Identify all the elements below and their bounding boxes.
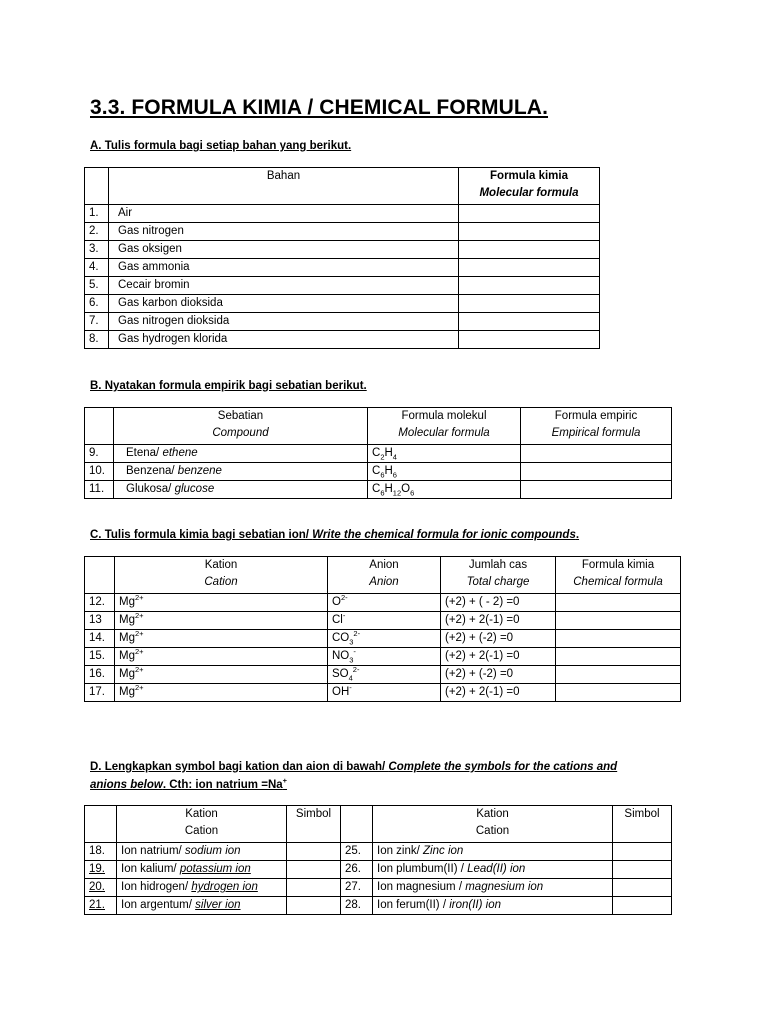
- header-empiric-ms: Formula empiric: [554, 410, 638, 422]
- formula-element: H: [384, 465, 393, 477]
- cation-cell: [115, 630, 328, 648]
- row-number-left: 19.: [85, 861, 117, 879]
- row-number: 2.: [85, 223, 109, 241]
- section-d-example-sup: +: [282, 776, 288, 786]
- row-number: 8.: [85, 331, 109, 349]
- symbol-answer-cell-right[interactable]: [613, 843, 672, 861]
- symbol-answer-cell-right[interactable]: [613, 879, 672, 897]
- row-number-left: 18.: [85, 843, 117, 861]
- cation-name-en: silver ion: [195, 899, 241, 911]
- header-simbol-left: Simbol: [287, 806, 341, 843]
- formula-element: C: [372, 447, 381, 459]
- header-no: [85, 557, 115, 594]
- table-b-header: [85, 408, 672, 445]
- cation-name-ms: Ion zink/: [377, 845, 424, 857]
- header-sebatian-ms: Sebatian: [217, 410, 264, 422]
- page-title: 3.3. FORMULA KIMIA / CHEMICAL FORMULA.: [90, 96, 549, 119]
- total-charge: (+2) + 2(-1) =0: [441, 612, 556, 630]
- cation-name-en: hydrogen ion: [191, 881, 258, 893]
- total-charge: (+2) + ( - 2) =0: [441, 594, 556, 612]
- formula-element: H: [384, 447, 393, 459]
- header-sebatian: [114, 408, 368, 445]
- anion-subscript: 3: [349, 655, 354, 665]
- cation-name-left: [117, 897, 287, 915]
- table-row: [85, 241, 600, 259]
- table-row: [85, 897, 672, 915]
- header-no: [85, 408, 114, 445]
- table-row: [85, 481, 672, 499]
- compound-name-en: benzene: [177, 465, 222, 477]
- formula-answer-cell[interactable]: [556, 648, 681, 666]
- section-b-heading: B. Nyatakan formula empirik bagi sebatian berikut.: [90, 380, 367, 392]
- row-number-left: 20.: [85, 879, 117, 897]
- cation-name-ms: Ion ferum(II) /: [377, 899, 450, 911]
- cation-symbol: Mg: [119, 632, 135, 644]
- header-kation-ms: Kation: [204, 559, 238, 571]
- row-number: 14.: [85, 630, 115, 648]
- compound-name-en: glucose: [174, 483, 215, 495]
- formula-answer-cell[interactable]: [459, 241, 600, 259]
- table-row: [85, 277, 600, 295]
- section-c-heading-en: Write the chemical formula for ionic compounds: [312, 529, 576, 541]
- row-number: 7.: [85, 313, 109, 331]
- row-number-right: 26.: [341, 861, 373, 879]
- compound-name: [114, 445, 368, 463]
- table-d: [84, 805, 672, 915]
- header-jumlah-en: Total charge: [466, 576, 530, 588]
- row-number: 12.: [85, 594, 115, 612]
- header-molekul: [368, 408, 521, 445]
- cation-symbol: Mg: [119, 614, 135, 626]
- section-c-heading-end: .: [575, 529, 580, 541]
- table-row: [85, 205, 600, 223]
- cation-name-right: [373, 861, 613, 879]
- table-c-header: [85, 557, 681, 594]
- formula-subscript: 6: [380, 470, 385, 480]
- row-number: 4.: [85, 259, 109, 277]
- table-row: [85, 666, 681, 684]
- formula-subscript: 6: [410, 488, 415, 498]
- cation-name-left: [117, 843, 287, 861]
- substance-name: Gas nitrogen: [109, 223, 459, 241]
- anion-cell: [328, 666, 441, 684]
- row-number-left: 21.: [85, 897, 117, 915]
- formula-element: H: [384, 483, 393, 495]
- section-d-heading: [90, 758, 617, 777]
- header-kation-en: Cation: [204, 576, 238, 588]
- header-formula-ms: Formula kimia: [490, 170, 568, 182]
- cation-name-en: Zinc ion: [423, 845, 464, 857]
- table-c: [84, 556, 681, 702]
- formula-subscript: 2: [380, 452, 385, 462]
- formula-answer-cell[interactable]: [556, 612, 681, 630]
- row-number-right: 28.: [341, 897, 373, 915]
- symbol-answer-cell-right[interactable]: [613, 897, 672, 915]
- formula-answer-cell[interactable]: [459, 331, 600, 349]
- header-kation-right-en: Cation: [475, 825, 510, 837]
- empirical-answer-cell[interactable]: [521, 463, 672, 481]
- cation-name-en: magnesium ion: [465, 881, 544, 893]
- cation-name-right: [373, 897, 613, 915]
- anion-charge: 2-: [353, 629, 361, 639]
- anion-subscript: 4: [348, 673, 353, 683]
- header-no-left: [85, 806, 117, 843]
- header-simbol-right: Simbol: [613, 806, 672, 843]
- empirical-answer-cell[interactable]: [521, 481, 672, 499]
- table-a-header: [85, 168, 600, 205]
- compound-name-ms: Glukosa/: [126, 483, 175, 495]
- cation-charge: 2+: [134, 683, 144, 693]
- total-charge: (+2) + 2(-1) =0: [441, 684, 556, 702]
- empirical-answer-cell[interactable]: [521, 445, 672, 463]
- cation-name-en: Lead(II) ion: [467, 863, 526, 875]
- formula-subscript: 4: [392, 452, 397, 462]
- header-empiric-en: Empirical formula: [551, 427, 641, 439]
- cation-cell: [115, 648, 328, 666]
- cation-cell: [115, 594, 328, 612]
- table-row: [85, 684, 681, 702]
- cation-symbol: Mg: [119, 650, 135, 662]
- formula-subscript: 12: [392, 488, 402, 498]
- header-anion: [328, 557, 441, 594]
- table-row: [85, 843, 672, 861]
- cation-name-en: sodium ion: [184, 845, 241, 857]
- anion-symbol: O: [332, 596, 341, 608]
- row-number-right: 25.: [341, 843, 373, 861]
- header-empiric: [521, 408, 672, 445]
- cation-name-right: [373, 843, 613, 861]
- cation-cell: [115, 684, 328, 702]
- cation-charge: 2+: [134, 629, 144, 639]
- section-a-heading: A. Tulis formula bagi setiap bahan yang berikut.: [90, 140, 352, 152]
- cation-symbol: Mg: [119, 668, 135, 680]
- header-formula-en: Molecular formula: [479, 187, 579, 199]
- cation-name-ms: Ion kalium/: [121, 863, 180, 875]
- table-row: [85, 223, 600, 241]
- anion-charge: -: [353, 647, 356, 657]
- symbol-answer-cell-left[interactable]: [287, 897, 341, 915]
- cation-name-en: iron(II) ion: [449, 899, 501, 911]
- formula-answer-cell[interactable]: [556, 684, 681, 702]
- formula-answer-cell[interactable]: [459, 259, 600, 277]
- total-charge: (+2) + 2(-1) =0: [441, 648, 556, 666]
- header-anion-en: Anion: [369, 576, 399, 588]
- header-kation-left: [117, 806, 287, 843]
- table-row: [85, 612, 681, 630]
- cation-charge: 2+: [134, 611, 144, 621]
- header-formula-ms: Formula kimia: [581, 559, 655, 571]
- row-number: 10.: [85, 463, 114, 481]
- table-row: [85, 648, 681, 666]
- cation-name-ms: Ion plumbum(II) /: [377, 863, 468, 875]
- formula-answer-cell[interactable]: [459, 223, 600, 241]
- header-kation-right-ms: Kation: [476, 808, 509, 820]
- section-d-example: . Cth: ion natrium =Na: [162, 779, 283, 791]
- formula-subscript: 6: [380, 488, 385, 498]
- row-number: 17.: [85, 684, 115, 702]
- row-number: 13: [85, 612, 115, 630]
- anion-cell: [328, 594, 441, 612]
- anion-charge: 2-: [352, 665, 360, 675]
- row-number: 15.: [85, 648, 115, 666]
- cation-symbol: Mg: [119, 596, 135, 608]
- section-d-heading-en2: anions below: [90, 779, 163, 791]
- anion-symbol: Cl: [332, 614, 343, 626]
- anion-symbol: CO: [332, 632, 350, 644]
- section-c-heading-ms: C. Tulis formula kimia bagi sebatian ion/: [90, 529, 313, 541]
- cation-charge: 2+: [134, 647, 144, 657]
- cation-name-ms: Ion natrium/: [121, 845, 185, 857]
- compound-name: [114, 481, 368, 499]
- molecular-formula: [368, 481, 521, 499]
- substance-name: Gas oksigen: [109, 241, 459, 259]
- header-kation-left-ms: Kation: [185, 808, 218, 820]
- header-no: [85, 168, 109, 205]
- table-row: [85, 861, 672, 879]
- anion-symbol: SO: [332, 668, 349, 680]
- table-row: [85, 331, 600, 349]
- total-charge: (+2) + (-2) =0: [441, 630, 556, 648]
- compound-name-ms: Benzena/: [126, 465, 178, 477]
- anion-cell: [328, 630, 441, 648]
- row-number: 3.: [85, 241, 109, 259]
- anion-cell: [328, 684, 441, 702]
- header-bahan: Bahan: [109, 168, 459, 205]
- table-row: [85, 313, 600, 331]
- total-charge: (+2) + (-2) =0: [441, 666, 556, 684]
- header-sebatian-en: Compound: [212, 427, 269, 439]
- table-b: [84, 407, 672, 499]
- cation-charge: 2+: [134, 593, 144, 603]
- header-molekul-en: Molecular formula: [398, 427, 490, 439]
- compound-name-ms: Etena/: [126, 447, 163, 459]
- anion-charge: 2-: [340, 593, 348, 603]
- anion-cell: [328, 612, 441, 630]
- header-formula-en: Chemical formula: [573, 576, 663, 588]
- substance-name: Gas karbon dioksida: [109, 295, 459, 313]
- section-c-heading: [90, 526, 579, 545]
- cation-cell: [115, 612, 328, 630]
- substance-name: Air: [109, 205, 459, 223]
- anion-charge: -: [342, 611, 346, 621]
- formula-answer-cell[interactable]: [459, 313, 600, 331]
- cation-name-ms: Ion magnesium /: [377, 881, 466, 893]
- substance-name: Gas nitrogen dioksida: [109, 313, 459, 331]
- row-number: 16.: [85, 666, 115, 684]
- header-formula: [459, 168, 600, 205]
- anion-subscript: 3: [349, 637, 354, 647]
- row-number: 11.: [85, 481, 114, 499]
- cation-name-right: [373, 879, 613, 897]
- compound-name-en: ethene: [162, 447, 198, 459]
- symbol-answer-cell-left[interactable]: [287, 879, 341, 897]
- formula-answer-cell[interactable]: [459, 205, 600, 223]
- cation-name-left: [117, 879, 287, 897]
- table-row: [85, 463, 672, 481]
- table-row: [85, 259, 600, 277]
- table-row: [85, 445, 672, 463]
- table-a: [84, 167, 600, 349]
- anion-symbol: NO: [332, 650, 350, 662]
- section-d-heading-ms: D. Lengkapkan symbol bagi kation dan aion di bawah/: [90, 761, 389, 773]
- table-d-header: [85, 806, 672, 843]
- header-kation-left-en: Cation: [184, 825, 219, 837]
- cation-name-left: [117, 861, 287, 879]
- header-kation-right: [373, 806, 613, 843]
- symbol-answer-cell-right[interactable]: [613, 861, 672, 879]
- header-jumlah: [441, 557, 556, 594]
- molecular-formula: [368, 463, 521, 481]
- anion-cell: [328, 648, 441, 666]
- table-row: [85, 630, 681, 648]
- substance-name: Gas hydrogen klorida: [109, 331, 459, 349]
- formula-answer-cell[interactable]: [556, 594, 681, 612]
- table-row: [85, 594, 681, 612]
- compound-name: [114, 463, 368, 481]
- formula-element: O: [401, 483, 411, 495]
- anion-charge: -: [349, 683, 352, 693]
- header-formula: [556, 557, 681, 594]
- cation-name-en: potassium ion: [179, 863, 251, 875]
- formula-answer-cell[interactable]: [556, 630, 681, 648]
- row-number: 5.: [85, 277, 109, 295]
- formula-subscript: 6: [392, 470, 397, 480]
- cation-charge: 2+: [134, 665, 144, 675]
- cation-name-ms: Ion hidrogen/: [121, 881, 192, 893]
- formula-answer-cell[interactable]: [556, 666, 681, 684]
- symbol-answer-cell-left[interactable]: [287, 861, 341, 879]
- anion-symbol: OH: [332, 686, 350, 698]
- row-number: 6.: [85, 295, 109, 313]
- section-d-heading-line2: [90, 776, 287, 795]
- substance-name: Cecair bromin: [109, 277, 459, 295]
- substance-name: Gas ammonia: [109, 259, 459, 277]
- symbol-answer-cell-left[interactable]: [287, 843, 341, 861]
- header-kation: [115, 557, 328, 594]
- formula-answer-cell[interactable]: [459, 295, 600, 313]
- header-jumlah-ms: Jumlah cas: [468, 559, 528, 571]
- formula-element: C: [372, 483, 381, 495]
- cation-name-ms: Ion argentum/: [121, 899, 196, 911]
- row-number: 9.: [85, 445, 114, 463]
- formula-element: C: [372, 465, 381, 477]
- section-d-heading-en: Complete the symbols for the cations and: [388, 761, 618, 773]
- header-anion-ms: Anion: [369, 559, 399, 571]
- molecular-formula: [368, 445, 521, 463]
- row-number-right: 27.: [341, 879, 373, 897]
- cation-symbol: Mg: [119, 686, 135, 698]
- header-molekul-ms: Formula molekul: [401, 410, 487, 422]
- table-row: [85, 879, 672, 897]
- cation-cell: [115, 666, 328, 684]
- header-no-right: [341, 806, 373, 843]
- table-row: [85, 295, 600, 313]
- row-number: 1.: [85, 205, 109, 223]
- formula-answer-cell[interactable]: [459, 277, 600, 295]
